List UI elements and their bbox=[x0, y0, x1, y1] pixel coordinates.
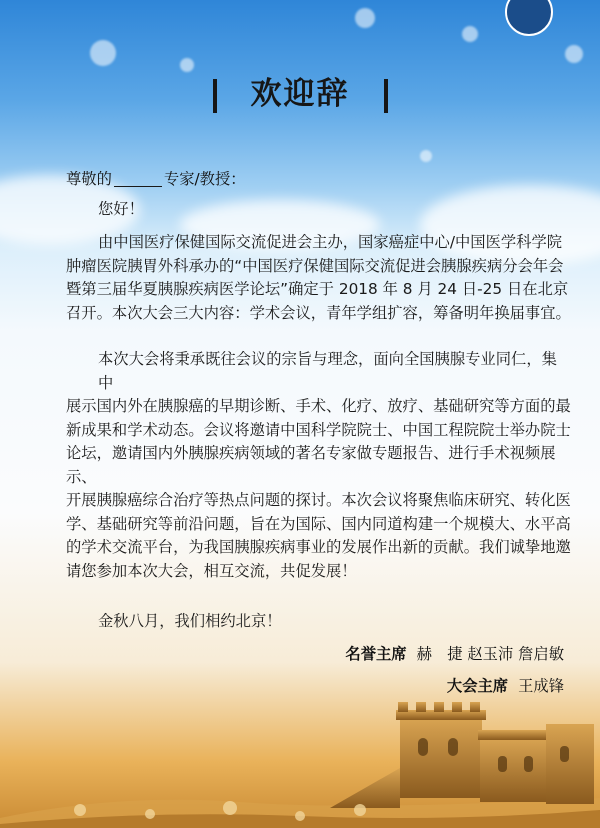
bokeh-dot bbox=[355, 8, 375, 28]
paragraph-1 bbox=[66, 231, 571, 325]
para-line: 论坛，邀请国内外胰腺疾病领域的著名专家做专题报告、进行手术视频展示、 bbox=[66, 444, 556, 486]
para-line: 的学术交流平台，为我国胰腺疾病事业的发展作出新的贡献。我们诚挚地邀 bbox=[66, 538, 571, 556]
bokeh-dot bbox=[420, 150, 432, 162]
bokeh-dot bbox=[565, 45, 583, 63]
title-bar-right bbox=[384, 79, 388, 113]
para-line: 开展胰腺癌综合治疗等热点问题的探讨。本次会议将聚焦临床研究、转化医 bbox=[66, 491, 571, 509]
bokeh-dot bbox=[462, 26, 478, 42]
signature-honorary bbox=[345, 642, 564, 664]
signature-names: 王成锋 bbox=[518, 677, 564, 695]
bokeh-dot bbox=[90, 40, 116, 66]
para-line: 召开。本次大会三大内容：学术会议，青年学组扩容，筹备明年换届事宜。 bbox=[66, 303, 571, 322]
title-bar-left bbox=[213, 79, 217, 113]
paragraph-3 bbox=[66, 610, 571, 634]
name-blank bbox=[114, 186, 162, 187]
signature-chair bbox=[447, 674, 564, 696]
para-line: 新成果和学术动态。会议将邀请中国科学院院士、中国工程院院士举办院士 bbox=[66, 420, 571, 439]
para-line: 展示国内外在胰腺癌的早期诊断、手术、化疗、放疗、基础研究等方面的最 bbox=[66, 397, 571, 415]
page-title: 欢迎辞 bbox=[0, 68, 600, 113]
para-line: 肿瘤医院胰胃外科承办的“中国医疗保健国际交流促进会胰腺疾病分会年会 bbox=[66, 256, 564, 275]
para-line: 学、基础研究等前沿问题，旨在为国际、国内同道构建一个规模大、水平高 bbox=[66, 514, 571, 533]
great-wall-illustration bbox=[0, 698, 600, 828]
para-line: 本次大会将秉承既往会议的宗旨与理念，面向全国胰腺专业同仁，集中 bbox=[98, 350, 557, 392]
signature-role: 名誉主席 bbox=[345, 645, 407, 663]
salutation-prefix: 尊敬的 bbox=[66, 170, 112, 188]
signature-role: 大会主席 bbox=[446, 677, 509, 695]
para-line: 由中国医疗保健国际交流促进会主办，国家癌症中心/中国医学科学院 bbox=[98, 233, 563, 251]
para-line: 请您参加本次大会，相互交流，共促发展！ bbox=[66, 561, 357, 580]
para-line: 金秋八月，我们相约北京！ bbox=[98, 612, 282, 630]
signature-names: 赫 捷 赵玉沛 詹启敏 bbox=[416, 645, 564, 663]
para-line: 暨第三届华夏胰腺疾病医学论坛”确定于 2018 年 8 月 24 日-25 日在北京 bbox=[66, 280, 569, 298]
paragraph-2 bbox=[66, 348, 571, 583]
hello-line: 您好！ bbox=[98, 200, 144, 218]
salutation bbox=[66, 167, 246, 189]
salutation-suffix: 专家/教授： bbox=[163, 170, 246, 188]
